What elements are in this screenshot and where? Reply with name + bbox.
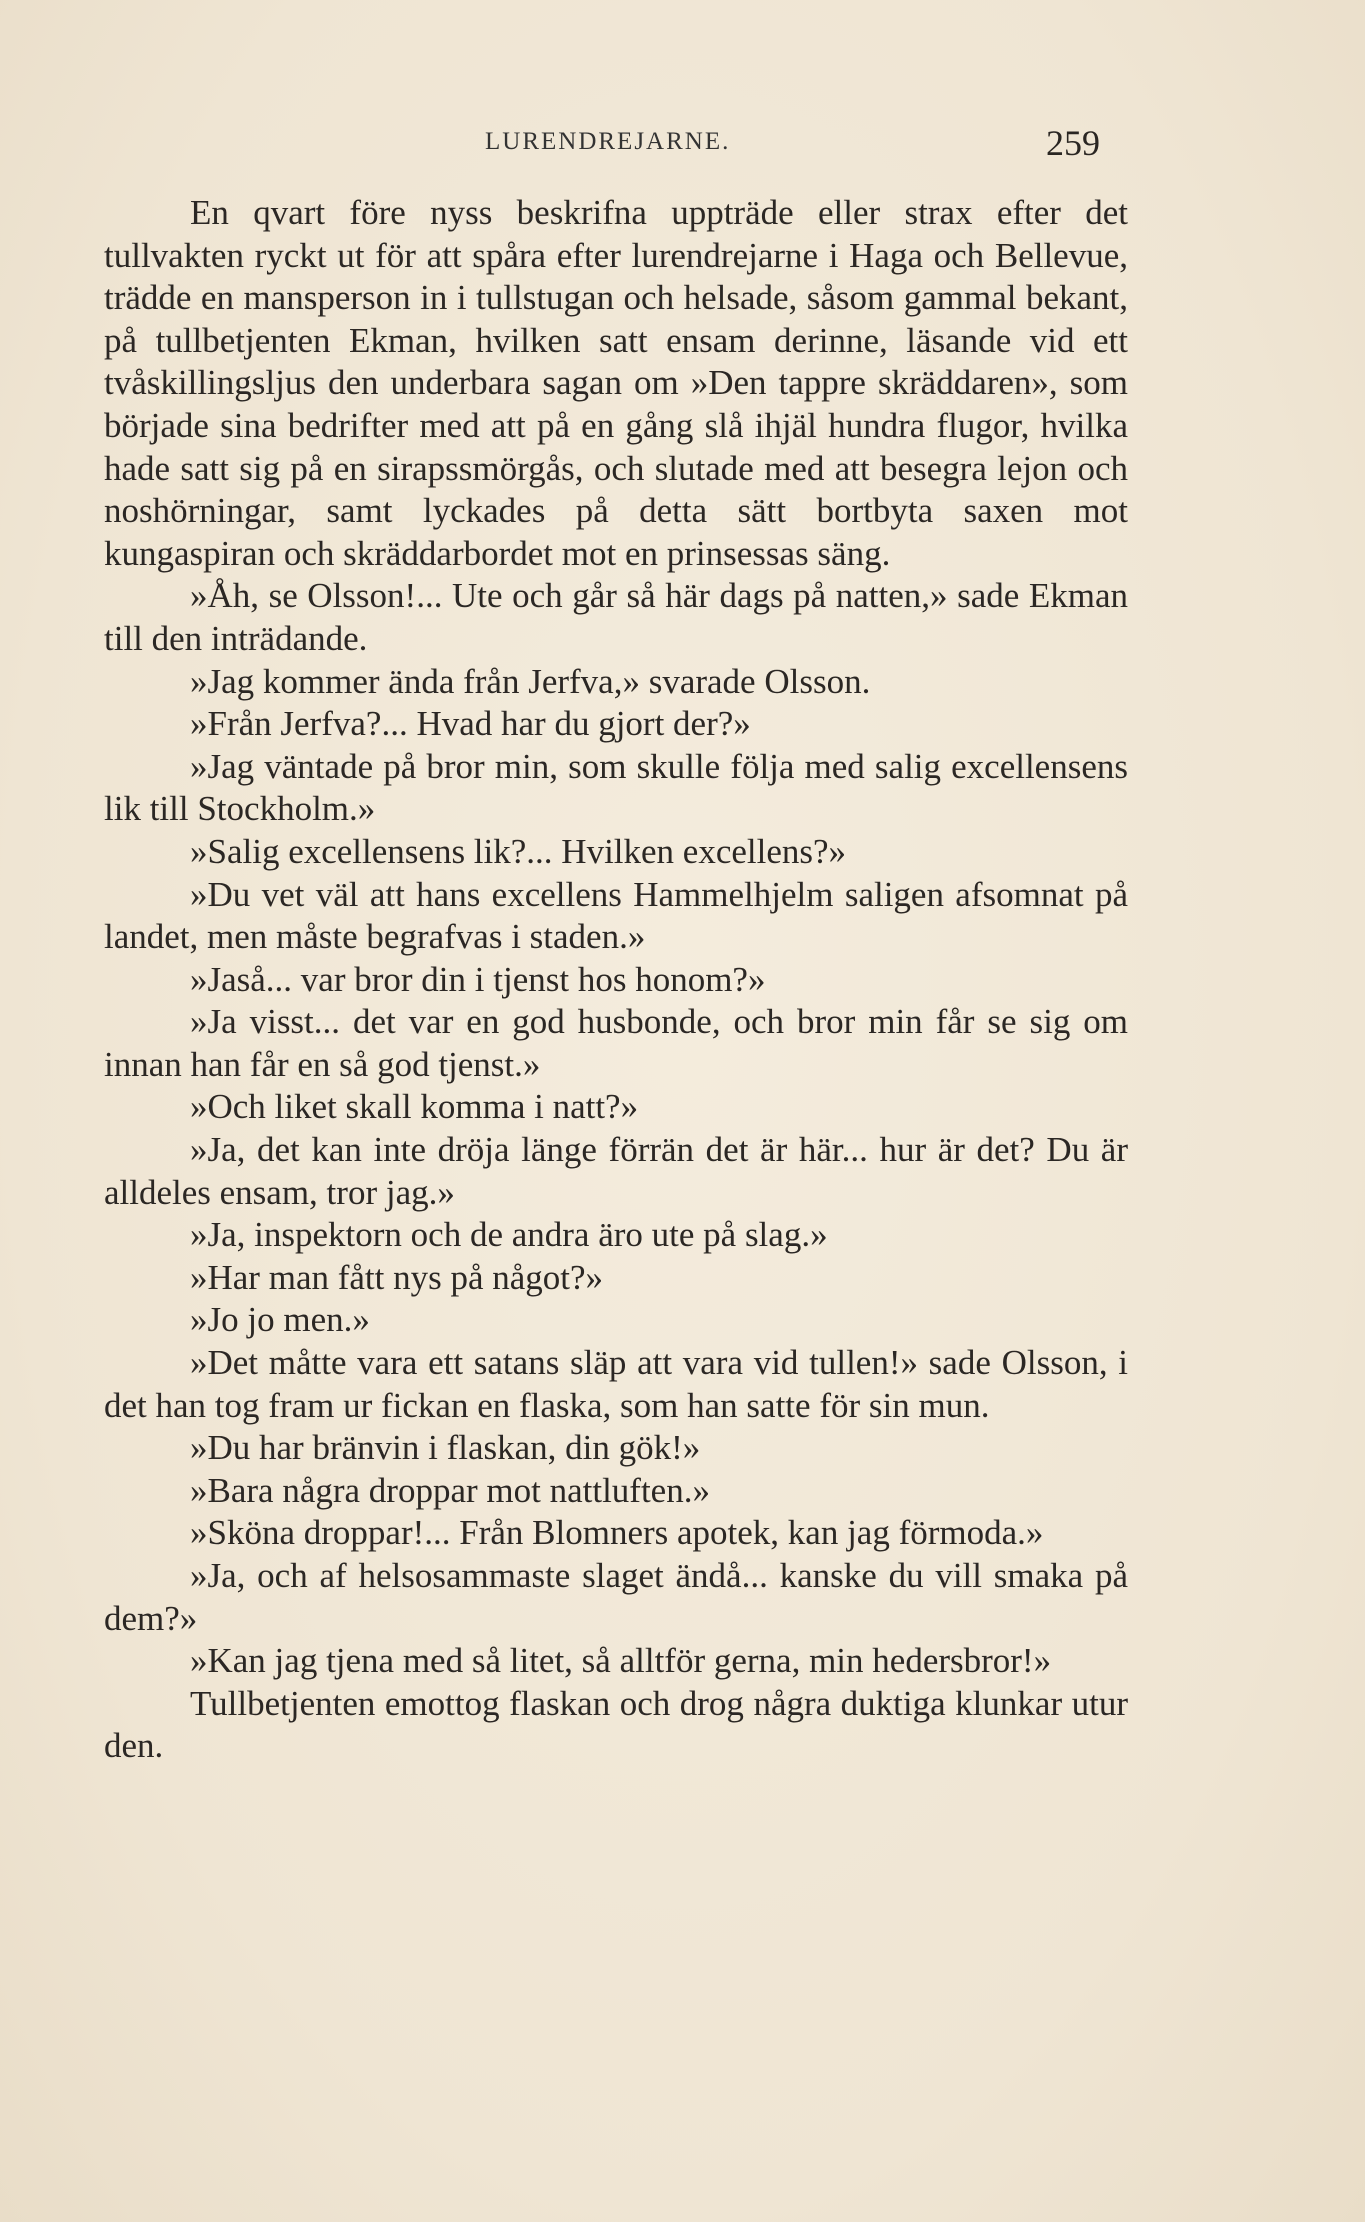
paragraph: »Jag kommer ända från Jerfva,» svarade Olsson. bbox=[190, 661, 871, 701]
paragraph: »Bara några droppar mot nattluften.» bbox=[190, 1470, 710, 1510]
body-text bbox=[104, 192, 1128, 1768]
paragraph: »Ja, det kan inte dröja länge förrän det är här... hur är det? Du är alldeles ensam, tror jag.» bbox=[104, 1130, 1128, 1212]
paragraph: »Du har bränvin i flaskan, din gök!» bbox=[190, 1428, 701, 1468]
paragraph: »Du vet väl att hans excellens Hammelhjelm saligen afsomnat på landet, men måste begrafvas i staden.» bbox=[104, 874, 1128, 957]
paragraph: »Jag väntade på bror min, som skulle följa med salig excellensens lik till Stockholm.» bbox=[104, 746, 1128, 829]
paragraph: »Ja visst... det var en god husbonde, och bror min får se sig om innan han får en så god tjenst.» bbox=[104, 1002, 1128, 1084]
paragraph: »Ja, och af helsosammaste slaget ändå... kanske du vill smaka på dem?» bbox=[104, 1556, 1128, 1638]
paragraph: En qvart före nyss beskrifna uppträde eller strax efter det tullvakten ryckt ut för att spåra efter lurendrejarne i Haga och Bellevue, trädde en mansperson in i tullstugan och helsade, såsom gammal bekant, på tullbetjenten Ekman, hvilken satt ensam derinne, läsande vid ett tvåskillingsljus den underbara sagan om »Den tappre skräddaren», som började sina bedrifter med att på en gång slå ihjäl hundra flugor, hvilka hade satt sig på en sirapssmörgås, och slutade med att besegra lejon och noshörningar, samt lyckades på detta sätt bortbyta saxen mot kungaspiran och skräddarbordet mot en prinsessas säng. bbox=[104, 193, 1128, 573]
running-title: LURENDREJARNE. bbox=[485, 128, 731, 155]
paragraph: »Det måtte vara ett satans släp att vara vid tullen!» sade Olsson, i det han tog fram ur fickan en flaska, som han satte för sin mun. bbox=[104, 1343, 1128, 1425]
paragraph: »Kan jag tjena med så litet, så alltför gerna, min hedersbror!» bbox=[190, 1641, 1052, 1681]
paragraph: Tullbetjenten emottog flaskan och drog några duktiga klunkar utur den. bbox=[104, 1683, 1128, 1766]
paragraph: »Har man fått nys på något?» bbox=[190, 1257, 604, 1297]
paragraph: »Salig excellensens lik?... Hvilken excellens?» bbox=[190, 831, 847, 871]
page-header bbox=[100, 122, 1100, 166]
paragraph: »Sköna droppar!... Från Blomners apotek, kan jag förmoda.» bbox=[190, 1513, 1044, 1553]
paragraph: »Jo jo men.» bbox=[190, 1300, 370, 1340]
paragraph: »Ja, inspektorn och de andra äro ute på slag.» bbox=[190, 1215, 828, 1255]
paragraph: »Från Jerfva?... Hvad har du gjort der?» bbox=[190, 704, 751, 744]
paragraph: »Jaså... var bror din i tjenst hos honom?» bbox=[190, 959, 766, 999]
paragraph: »Och liket skall komma i natt?» bbox=[190, 1087, 639, 1127]
page-number: 259 bbox=[1046, 123, 1100, 163]
paragraph: »Åh, se Olsson!... Ute och går så här dags på natten,» sade Ekman till den inträdande. bbox=[104, 576, 1128, 658]
